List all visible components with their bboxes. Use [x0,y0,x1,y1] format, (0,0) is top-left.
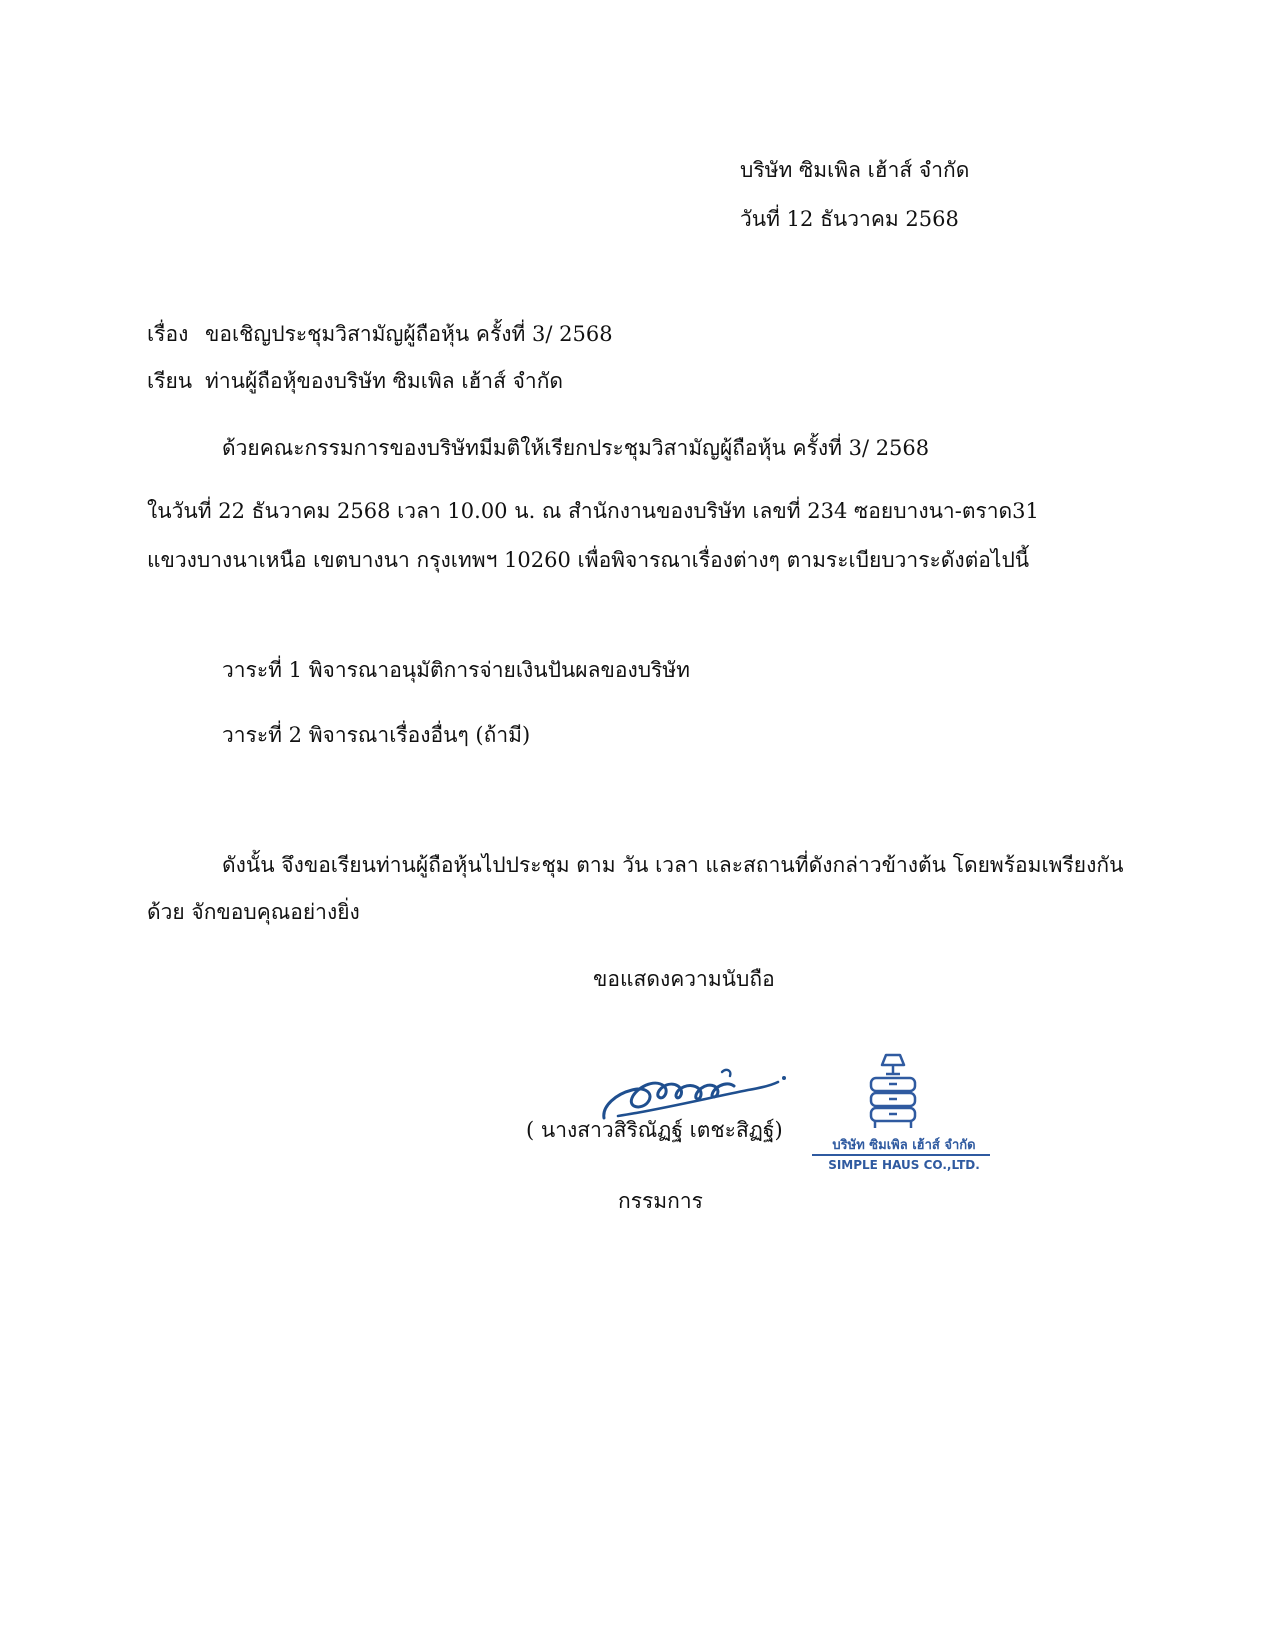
signer-title: กรรมการ [618,1189,703,1213]
company-stamp [808,1052,998,1182]
body-line-1: ด้วยคณะกรรมการของบริษัทมีมติให้เรียกประชุมวิสามัญผู้ถือหุ้น ครั้งที่ 3/ 2568 [222,436,930,460]
signer-name: ( นางสาวสิริณัฏฐ์ เตชะสิฏฐ์) [526,1118,783,1142]
agenda-item-2: วาระที่ 2 พิจารณาเรื่องอื่นๆ (ถ้ามี) [222,723,531,747]
closing-line-1: ดังนั้น จึงขอเรียนท่านผู้ถือหุ้นไปประชุม ตาม วัน เวลา และสถานที่ดังกล่าวข้างต้น โดยพร้อมเพรียงกัน [222,853,1124,877]
subject-text: ขอเชิญประชุมวิสามัญผู้ถือหุ้น ครั้งที่ 3/ 2568 [205,322,613,346]
stamp-thai-name: บริษัท ซิมเพิล เฮ้าส์ จำกัด [832,1138,976,1153]
subject-line [147,320,613,348]
stamp-divider [812,1154,990,1156]
recipient-line [147,367,563,395]
recipient-label: เรียน [147,369,193,393]
agenda-item-1: วาระที่ 1 พิจารณาอนุมัติการจ่ายเงินปันผลของบริษัท [222,658,690,682]
drawer-lamp-logo-icon [858,1052,928,1132]
closing-line-2: ด้วย จักขอบคุณอย่างยิ่ง [147,900,360,924]
body-line-2: ในวันที่ 22 ธันวาคม 2568 เวลา 10.00 น. ณ สำนักงานของบริษัท เลขที่ 234 ซอยบางนา-ตราด31 [147,499,1039,523]
subject-label: เรื่อง [147,322,189,346]
letter-date: วันที่ 12 ธันวาคม 2568 [740,207,959,231]
body-line-3: แขวงบางนาเหนือ เขตบางนา กรุงเทพฯ 10260 เพื่อพิจารณาเรื่องต่างๆ ตามระเบียบวาระดังต่อไปนี้ [147,548,1030,572]
closing-regards: ขอแสดงความนับถือ [593,967,775,991]
recipient-text: ท่านผู้ถือหุ้ของบริษัท ซิมเพิล เฮ้าส์ จำกัด [205,369,564,393]
stamp-english-name: SIMPLE HAUS CO.,LTD. [828,1158,980,1172]
company-name: บริษัท ซิมเพิล เฮ้าส์ จำกัด [740,158,970,182]
